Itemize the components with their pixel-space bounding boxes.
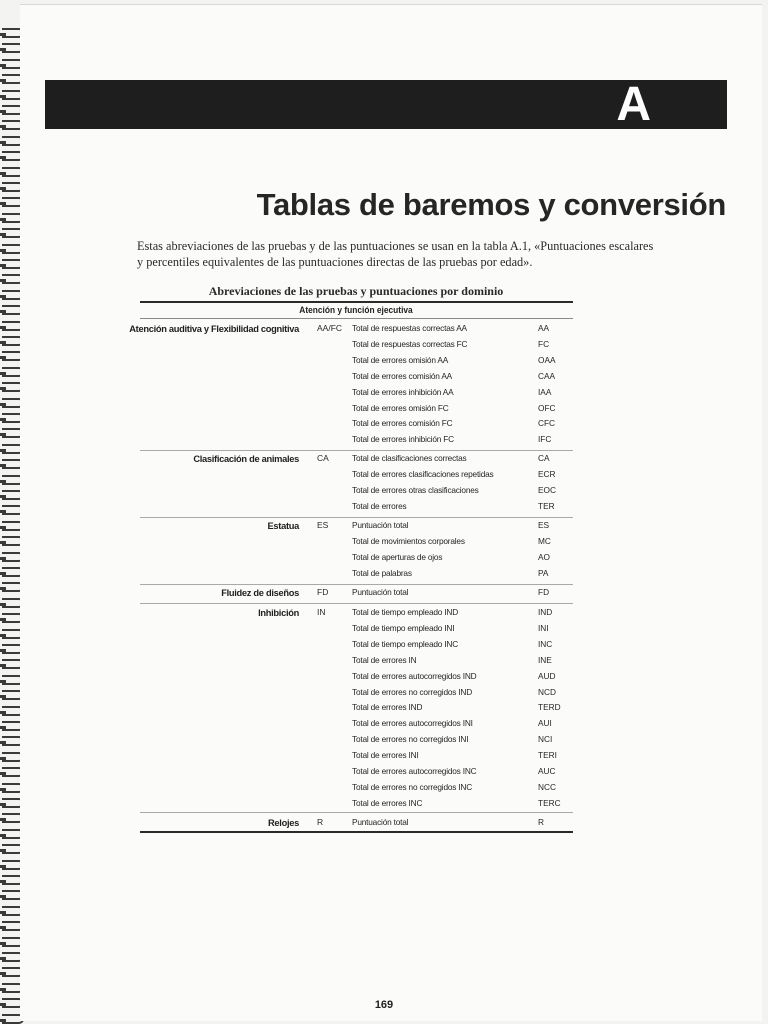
test-block — [140, 586, 573, 602]
table-row — [140, 734, 573, 750]
score-name: Total de errores inhibición AA — [352, 386, 454, 397]
score-abbreviation: INI — [538, 622, 549, 633]
page-title: Tablas de baremos y conversión — [256, 187, 726, 222]
test-abbreviation: ES — [317, 520, 329, 530]
table-row — [140, 671, 573, 687]
row-separator — [140, 603, 573, 604]
score-abbreviation: IFC — [538, 434, 552, 445]
row-separator — [140, 584, 573, 585]
score-name: Puntuación total — [352, 520, 409, 530]
score-name: Total de errores no corregidos INI — [352, 734, 469, 745]
table-row — [140, 520, 573, 536]
test-abbreviation: FD — [317, 587, 329, 597]
score-abbreviation: TER — [538, 500, 555, 511]
score-abbreviation: R — [538, 817, 544, 827]
score-name: Total de errores autocorregidos IND — [352, 670, 477, 681]
score-name: Total de errores clasificaciones repetidas — [352, 468, 494, 479]
table-row — [140, 552, 573, 568]
table-top-rule — [140, 301, 573, 303]
score-abbreviation: CFC — [538, 418, 556, 429]
score-name: Total de errores no corregidos INC — [352, 781, 473, 792]
score-name: Total de errores IN — [352, 654, 417, 665]
score-name: Total de errores INC — [352, 797, 423, 808]
test-abbreviation: IN — [317, 607, 326, 617]
score-abbreviation: AA — [538, 323, 550, 333]
chapter-letter: A — [616, 78, 651, 131]
test-name: Estatua — [267, 521, 299, 531]
score-name: Total de movimientos corporales — [352, 535, 465, 546]
score-abbreviation: TERI — [538, 750, 557, 761]
score-name: Total de palabras — [352, 567, 412, 578]
score-abbreviation: ECR — [538, 468, 556, 479]
score-abbreviation: NCI — [538, 734, 553, 745]
row-separator — [140, 812, 573, 813]
table-bottom-rule — [140, 831, 573, 833]
table-row — [140, 403, 573, 419]
table-row — [140, 355, 573, 371]
table-row — [140, 434, 573, 450]
table-row — [140, 766, 573, 782]
score-name: Total de errores omisión AA — [352, 354, 449, 365]
score-name: Total de errores omisión FC — [352, 402, 449, 413]
row-separator — [140, 450, 573, 451]
table-row — [140, 587, 573, 603]
score-abbreviation: NCC — [538, 781, 556, 792]
score-name: Puntuación total — [352, 817, 409, 827]
intro-line: y percentiles equivalentes de las puntuaciones directas de las pruebas por edad». — [137, 255, 533, 269]
score-name: Puntuación total — [352, 587, 409, 597]
table-row — [140, 718, 573, 734]
score-name: Total de tiempo empleado INC — [352, 638, 459, 649]
score-abbreviation: AO — [538, 551, 550, 562]
score-abbreviation: CAA — [538, 370, 556, 381]
table-row — [140, 323, 573, 339]
score-name: Total de errores IND — [352, 702, 423, 713]
row-separator — [140, 517, 573, 518]
table-row — [140, 536, 573, 552]
intro-line: Estas abreviaciones de las pruebas y de las puntuaciones se usan en la tabla A.1, «Puntuaciones escalares — [137, 239, 654, 253]
score-abbreviation: OAA — [538, 354, 556, 365]
score-abbreviation: ES — [538, 520, 550, 530]
score-name: Total de errores INI — [352, 750, 419, 761]
score-abbreviation: INC — [538, 638, 553, 649]
table-row — [140, 655, 573, 671]
table-row — [140, 702, 573, 718]
test-abbreviation: CA — [317, 453, 329, 463]
test-name: Inhibición — [258, 608, 299, 618]
score-name: Total de errores autocorregidos INI — [352, 718, 473, 729]
score-name: Total de errores otras clasificaciones — [352, 484, 479, 495]
test-abbreviation: AA/FC — [317, 323, 343, 333]
score-abbreviation: IND — [538, 607, 553, 617]
score-abbreviation: AUI — [538, 718, 552, 729]
table-row — [140, 687, 573, 703]
table-row — [140, 501, 573, 517]
intro-paragraph — [137, 238, 697, 270]
table-row — [140, 607, 573, 623]
score-abbreviation: AUD — [538, 670, 556, 681]
score-abbreviation: EOC — [538, 484, 556, 495]
test-name: Atención auditiva y Flexibilidad cognitiva — [129, 324, 299, 334]
chapter-banner — [45, 80, 727, 129]
table-row — [140, 387, 573, 403]
score-abbreviation: FD — [538, 587, 550, 597]
score-name: Total de errores inhibición FC — [352, 434, 454, 445]
table-row — [140, 623, 573, 639]
test-abbreviation: R — [317, 817, 324, 827]
score-abbreviation: TERC — [538, 797, 561, 808]
test-block — [129, 322, 573, 449]
score-abbreviation: INE — [538, 654, 552, 665]
score-abbreviation: CA — [538, 453, 550, 463]
test-block — [140, 452, 573, 516]
table-row — [140, 782, 573, 798]
test-name: Fluidez de diseños — [221, 588, 299, 598]
test-block — [140, 606, 573, 813]
score-name: Total de errores autocorregidos INC — [352, 766, 477, 776]
score-name: Total de errores no corregidos IND — [352, 686, 473, 697]
score-abbreviation: AUC — [538, 766, 556, 776]
score-abbreviation: TERD — [538, 702, 561, 713]
score-name: Total de tiempo empleado IND — [352, 607, 459, 617]
table-header-rule — [140, 318, 573, 319]
table-row — [140, 371, 573, 387]
score-name: Total de errores comisión AA — [352, 370, 453, 381]
score-abbreviation: NCD — [538, 686, 556, 697]
score-name: Total de respuestas correctas AA — [352, 323, 467, 333]
score-abbreviation: IAA — [538, 386, 552, 397]
table-row — [140, 418, 573, 434]
score-name: Total de clasificaciones correctas — [352, 453, 467, 463]
table-row — [140, 485, 573, 501]
score-abbreviation: OFC — [538, 402, 556, 413]
table-title: Abreviaciones de las pruebas y puntuaciones por dominio — [208, 284, 504, 298]
score-abbreviation: PA — [538, 567, 549, 578]
test-block — [140, 519, 573, 583]
test-name: Clasificación de animales — [193, 454, 299, 464]
table-row — [140, 639, 573, 655]
domain-header: Atención y función ejecutiva — [299, 305, 413, 315]
table-row — [140, 339, 573, 355]
page-number: 169 — [374, 999, 394, 1011]
table-row — [140, 568, 573, 584]
score-abbreviation: MC — [538, 535, 551, 546]
table-row — [140, 453, 573, 469]
score-name: Total de respuestas correctas FC — [352, 338, 468, 349]
test-name: Relojes — [268, 818, 299, 828]
table-row — [140, 750, 573, 766]
test-block — [140, 816, 573, 832]
score-name: Total de errores — [352, 500, 407, 511]
table-row — [140, 469, 573, 485]
score-name: Total de errores comisión FC — [352, 418, 453, 429]
score-name: Total de tiempo empleado INI — [352, 622, 455, 633]
score-name: Total de aperturas de ojos — [352, 551, 443, 562]
score-abbreviation: FC — [538, 338, 550, 349]
